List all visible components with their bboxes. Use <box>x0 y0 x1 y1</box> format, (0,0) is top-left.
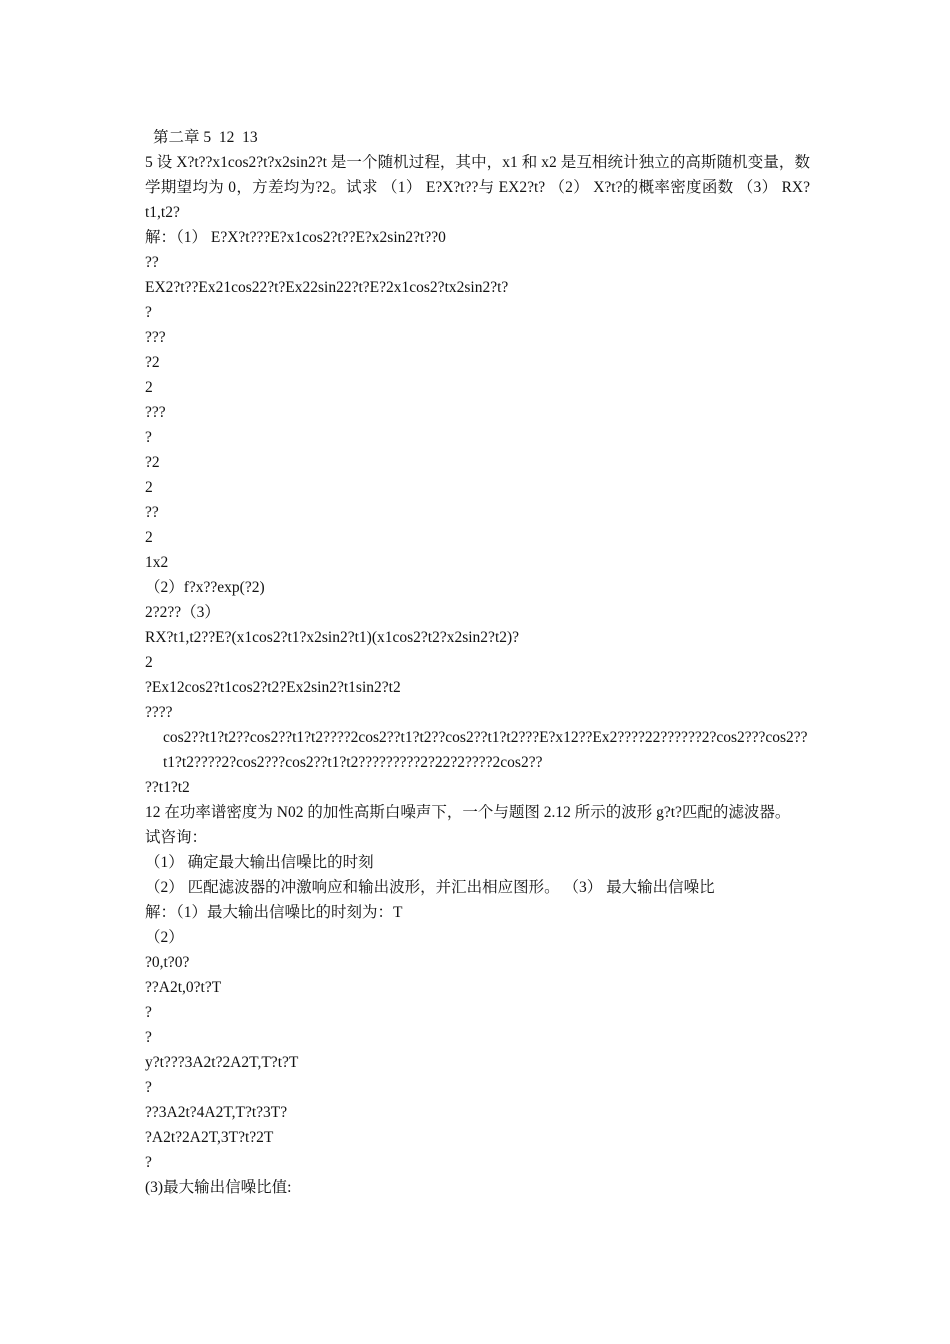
formula-line: 2 <box>145 654 153 671</box>
question-line: （1） 确定最大输出信噪比的时刻 <box>145 854 374 871</box>
formula-line: EX2?t??Ex21cos22?t?Ex22sin22?t?E?2x1cos2?tx2sin2?t? <box>145 279 509 296</box>
chapter-heading: 第二章 5 12 13 <box>153 129 258 146</box>
solution-line: 解：（1）最大输出信噪比的时刻为：T <box>145 904 403 921</box>
formula-line: ? <box>145 429 152 446</box>
formula-line: 1x2 <box>145 554 169 571</box>
formula-line: ?2 <box>145 354 160 371</box>
question-line: 试咨询： <box>145 829 208 846</box>
formula-paragraph: cos2??t1?t2??cos2??t1?t2????2cos2??t1?t2??cos2??t1?t2???E?x12??Ex2????22??????2?cos2???cos2??t1?t2????2?cos2???cos2??t1?t2?????????2?22?2????2cos2?? <box>163 729 808 771</box>
formula-line: ??? <box>145 329 166 346</box>
formula-line: 2 <box>145 479 153 496</box>
formula-line: ?2 <box>145 454 160 471</box>
formula-line: ? <box>145 1154 152 1171</box>
solution-line: （2） <box>145 929 184 946</box>
solution-line: (3)最大输出信噪比值: <box>145 1179 292 1196</box>
formula-line: ??? <box>145 404 166 421</box>
formula-line: ? <box>145 1029 152 1046</box>
formula-line: ??3A2t?4A2T,T?t?3T? <box>145 1104 288 1121</box>
solution-line: 解：（1） E?X?t???E?x1cos2?t??E?x2sin2?t??0 <box>145 229 446 246</box>
question-line: （2） 匹配滤波器的冲激响应和输出波形，并汇出相应图形。 （3） 最大输出信噪比 <box>145 879 715 896</box>
formula-line: ?? <box>145 504 159 521</box>
formula-line: ???? <box>145 704 173 721</box>
formula-line: ?? <box>145 254 159 271</box>
formula-line: 2 <box>145 379 153 396</box>
formula-line: （2）f?x??exp(?2) <box>145 579 265 596</box>
formula-line: ? <box>145 1079 152 1096</box>
formula-line: ?Ex12cos2?t1cos2?t2?Ex2sin2?t1sin2?t2 <box>145 679 401 696</box>
formula-line: RX?t1,t2??E?(x1cos2?t1?x2sin2?t1)(x1cos2?t2?x2sin2?t2)? <box>145 629 520 646</box>
formula-line: ?0,t?0? <box>145 954 190 971</box>
problem-12-statement: 12 在功率谱密度为 N02 的加性高斯白噪声下，一个与题图 2.12 所示的波形 g?t?匹配的滤波器。 <box>145 804 791 821</box>
problem-5-statement: 5 设 X?t??x1cos2?t?x2sin2?t 是一个随机过程，其中，x1 和 x2 是互相统计独立的高斯随机变量，数学期望均为 0，方差均为?2。试求 （1） E?X?t??与 EX2?t? （2） X?t?的概率密度函数 （3） RX?t1,t2? <box>145 154 810 221</box>
formula-line: ?A2t?2A2T,3T?t?2T <box>145 1129 274 1146</box>
formula-line: 2?2??（3） <box>145 604 220 621</box>
formula-line: ? <box>145 304 152 321</box>
formula-line: ? <box>145 1004 152 1021</box>
formula-line: ??A2t,0?t?T <box>145 979 222 996</box>
document-body <box>145 125 810 1200</box>
formula-line: ??t1?t2 <box>145 779 190 796</box>
formula-line: y?t???3A2t?2A2T,T?t?T <box>145 1054 299 1071</box>
formula-line: 2 <box>145 529 153 546</box>
